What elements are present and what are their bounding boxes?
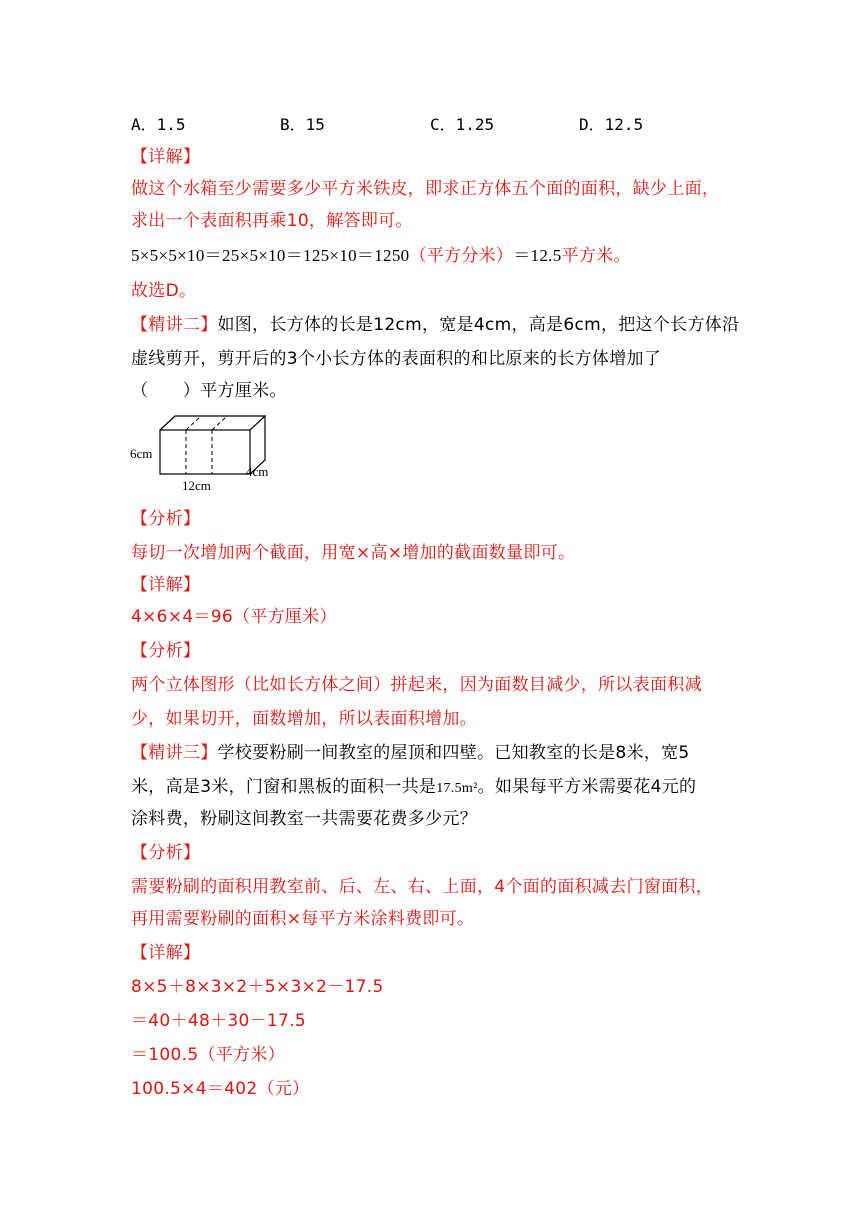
detail-heading: 【详解】	[131, 943, 201, 963]
area-value: 17.5m²	[436, 781, 478, 796]
question-tag: 【精讲三】	[131, 743, 218, 763]
calc-unit: （平方分米）	[409, 246, 514, 266]
option-c: C．1.25	[430, 115, 495, 134]
detail-step: 8×5＋8×3×2＋5×3×2－17.5	[131, 977, 384, 997]
analysis-text: 再用需要粉刷的面积×每平方米涂料费即可。	[131, 909, 475, 929]
question-text: （ ）平方厘米。	[131, 381, 287, 401]
analysis-heading: 【分析】	[131, 509, 201, 529]
question-3	[131, 742, 690, 764]
detail-step: ＝100.5（平方米）	[131, 1045, 285, 1065]
detail-step: ＝40＋48＋30－17.5	[131, 1011, 306, 1031]
analysis-text: 每切一次增加两个截面，用宽×高×增加的截面数量即可。	[131, 543, 576, 563]
calc-formula: 5×5×5×10＝25×5×10＝125×10＝1250	[131, 246, 410, 265]
question-text: 虚线剪开，剪开后的3个小长方体的表面积的和比原来的长方体增加了	[131, 349, 662, 369]
question-text: 如图，长方体的长是12cm，宽是4cm，高是6cm，把这个长方体沿	[217, 315, 740, 335]
option-a: A．1.5	[131, 115, 186, 134]
analysis-text: 两个立体图形（比如长方体之间）拼起来，因为面数目减少，所以表面积减	[131, 675, 702, 695]
question-text: 学校要粉刷一间教室的屋顶和四壁。已知教室的长是8米，宽5	[217, 743, 690, 763]
calculation-line	[131, 245, 631, 267]
detail-heading: 【详解】	[131, 575, 201, 595]
width-label: 4cm	[246, 464, 269, 479]
question-text-part: 。如果每平方米需要花4元的	[477, 777, 697, 797]
calc-unit: 平方米。	[561, 246, 631, 266]
detail-text: 做这个水箱至少需要多少平方米铁皮，即求正方体五个面的面积，缺少上面，	[131, 179, 720, 199]
cuboid-figure	[128, 410, 288, 500]
detail-heading: 【详解】	[131, 147, 201, 167]
option-d: D．12.5	[579, 115, 644, 134]
height-label: 6cm	[130, 446, 153, 461]
question-2	[131, 314, 739, 336]
detail-text: 4×6×4＝96（平方厘米）	[131, 607, 337, 627]
detail-text: 求出一个表面积再乘10，解答即可。	[131, 211, 413, 231]
analysis-heading: 【分析】	[131, 843, 201, 863]
analysis-heading: 【分析】	[131, 641, 201, 661]
question-text	[131, 776, 696, 800]
detail-step: 100.5×4＝402（元）	[131, 1079, 310, 1099]
calc-equals: ＝12.5	[513, 246, 562, 265]
option-b: B．15	[280, 115, 325, 134]
answer-text: 故选D。	[131, 281, 197, 301]
question-text-part: 米，高是3米，门窗和黑板的面积一共是	[131, 777, 437, 797]
question-text: 涂料费，粉刷这间教室一共需要花费多少元？	[131, 809, 477, 829]
question-tag: 【精讲二】	[131, 315, 218, 335]
analysis-text: 需要粉刷的面积用教室前、后、左、右、上面，4个面的面积减去门窗面积，	[131, 877, 714, 897]
analysis-text: 少，如果切开，面数增加，所以表面积增加。	[131, 709, 477, 729]
length-label: 12cm	[182, 478, 211, 493]
